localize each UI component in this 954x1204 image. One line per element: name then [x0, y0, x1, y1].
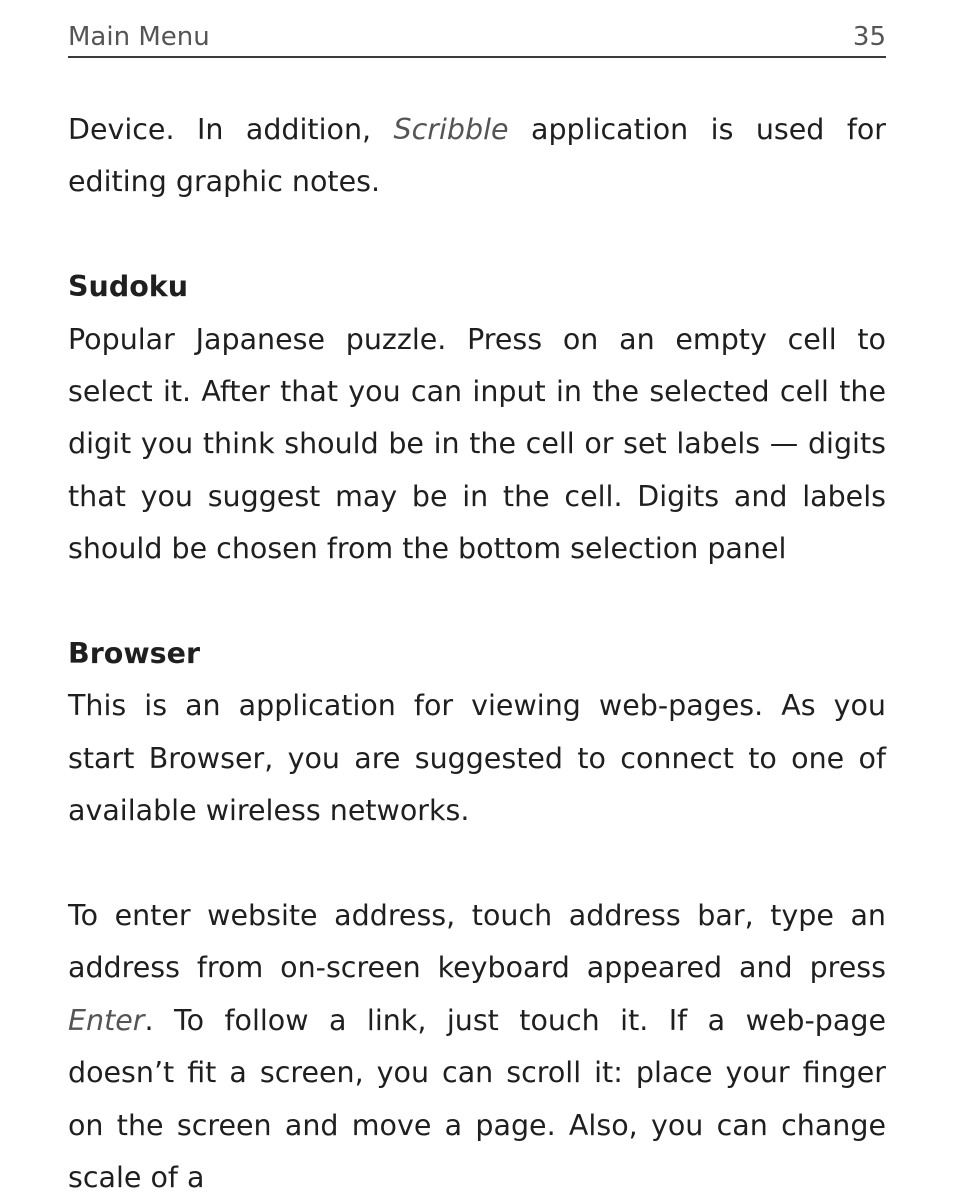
- paragraph-gap: [68, 576, 886, 628]
- browser-text-after: . To follow a link, just touch it. If a web-page doesn’t fit a screen, you can scroll it: place your finger on the screen and move a page. Also, you can change scale of a: [68, 1003, 886, 1195]
- intro-text-after: application is used for editing graphic notes.: [68, 113, 887, 199]
- scribble-app-name: Scribble: [393, 113, 509, 146]
- running-header: [68, 0, 886, 58]
- browser-paragraph-2: [68, 890, 886, 1204]
- browser-heading: Browser: [68, 637, 201, 671]
- paragraph-gap: [68, 209, 886, 261]
- sudoku-heading: Sudoku: [68, 270, 189, 304]
- enter-key-name: Enter: [68, 1003, 145, 1037]
- browser-text-before: To enter website address, touch address bar, type an address from on-screen keyboard appeared and press: [68, 899, 886, 985]
- section-title: Main Menu: [68, 22, 210, 52]
- browser-paragraph: This is an application for viewing web-pages. As you start Browser, you are suggested to connect to one of available wireless networks.: [68, 689, 886, 828]
- body-text: [68, 104, 886, 1204]
- sudoku-paragraph: Popular Japanese puzzle. Press on an empty cell to select it. After that you can input in the selected cell the digit you think should be in the cell or set labels — digits that you suggest may be in the cell. Digits and labels should be chosen from the bottom selection panel: [68, 322, 886, 566]
- intro-text-before: Device. In addition,: [68, 113, 394, 146]
- intro-paragraph: [68, 104, 886, 209]
- document-page: [68, 0, 886, 1204]
- page-number: 35: [852, 22, 886, 52]
- paragraph-gap: [68, 838, 886, 890]
